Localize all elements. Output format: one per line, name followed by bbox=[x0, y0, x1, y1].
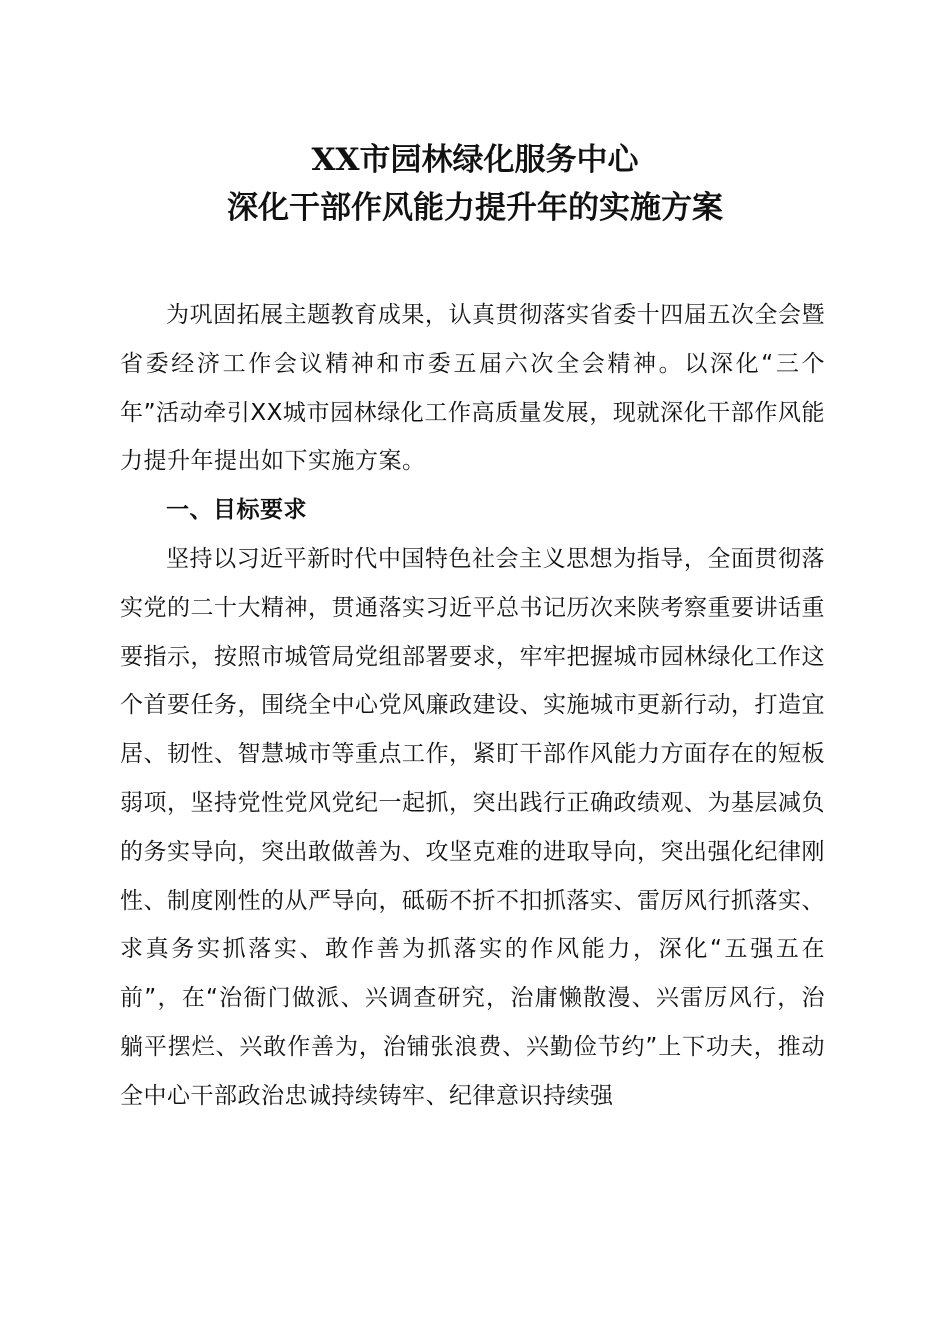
document-body bbox=[120, 291, 825, 1121]
title-line-1: XX市园林绿化服务中心 bbox=[311, 142, 639, 178]
section-heading-1: 一、目标要求 bbox=[166, 497, 307, 524]
document-title bbox=[0, 136, 950, 232]
title-line-2: 深化干部作风能力提升年的实施方案 bbox=[227, 190, 723, 226]
intro-paragraph: 为巩固拓展主题教育成果，认真贯彻落实省委十四届五次全会暨省委经济工作会议精神和市委五届六次全会精神。以深化“三个年”活动牵引XX城市园林绿化工作高质量发展，现就深化干部作风能力提升年提出如下实施方案。 bbox=[120, 302, 825, 475]
section-paragraph-1: 坚持以习近平新时代中国特色社会主义思想为指导，全面贯彻落实党的二十大精神，贯通落实习近平总书记历次来陕考察重要讲话重要指示，按照市城管局党组部署要求，牢牢把握城市园林绿化工作这个首要任务，围绕全中心党风廉政建设、实施城市更新行动，打造宜居、韧性、智慧城市等重点工作，紧盯干部作风能力方面存在的短板弱项，坚持党性党风党纪一起抓，突出践行正确政绩观、为基层减负的务实导向，突出敢做善为、攻坚克难的进取导向，突出强化纪律刚性、制度刚性的从严导向，砥砺不折不扣抓落实、雷厉风行抓落实、求真务实抓落实、敢作善为抓落实的作风能力，深化“五强五在前”，在“治衙门做派、兴调查研究，治庸懒散漫、兴雷厉风行，治躺平摆烂、兴敢作善为，治铺张浪费、兴勤俭节约”上下功夫，推动全中心干部政治忠诚持续铸牢、纪律意识持续强 bbox=[120, 545, 825, 1109]
